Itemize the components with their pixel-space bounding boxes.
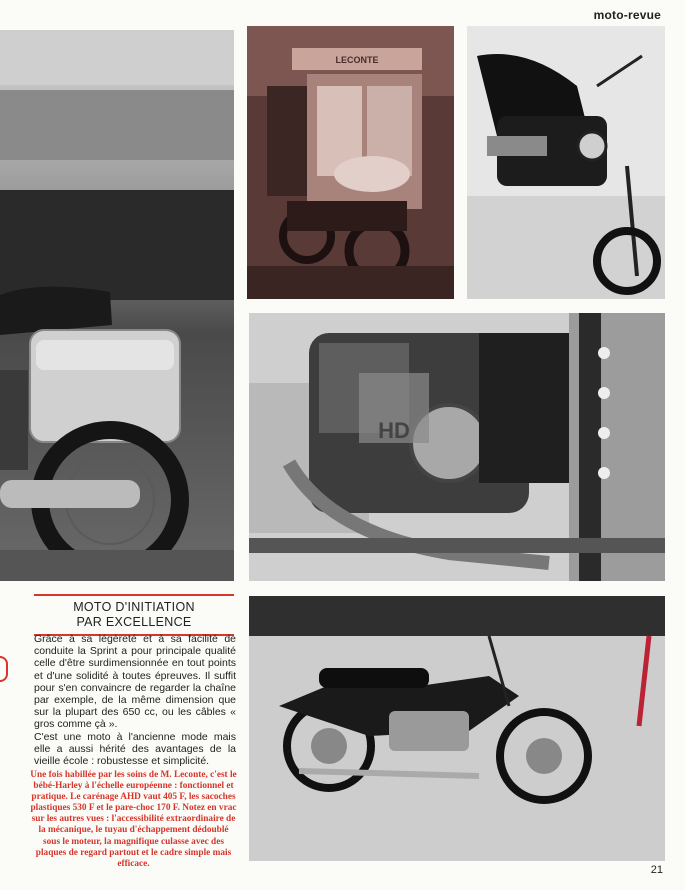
photo-saddlebag-closeup [0,30,234,581]
heading-title [34,596,234,634]
body-paragraph-2: C'est une moto à l'ancienne mode mais elle a aussi hérité des avantages de la vieille école : robustesse et simplicité. [34,730,236,768]
photo-dealer-storefront [247,26,454,299]
engine-hd-stamp: HD [378,418,410,443]
storefront-sign: LECONTE [335,55,379,65]
photo-caption: Une fois habillée par les soins de M. Leconte, c'est le bébé-Harley à l'échelle européenne : fonctionnel et pratique. Le carénage AHD vaut 405 F, les sacoches plastiques 530 F et le pare-choc 170 F. Notez en vrac sur les autres vues : l'accessibilité extraordinaire de la mécanique, le tuyau d'échappement dédoublé sous le moteur, la magnifique culasse avec des plaques de regard partout et le cadre simple mais efficace. [30,770,237,869]
margin-mark [0,656,8,682]
magazine-masthead: moto-revue [593,8,661,22]
body-paragraph-1: Grâce à sa légèreté et à sa facilité de conduite la Sprint a pour principale qualité celle d'être surdimensionnée en tout points et d'une solidité à toutes épreuves. Il suffit pour s'en convaincre de regarder la chaîne par exemple, de la même dimension que sur la plupart des 650 cc, ou les câbles « gros comme çà ». [34,633,236,731]
photo-motorcycle-side [249,596,665,861]
article-body [34,633,236,767]
photo-motorcycle-front [467,26,665,299]
photo-engine-closeup [249,313,665,581]
heading-line-1: MOTO D'INITIATION [73,600,195,614]
heading-line-2: PAR EXCELLENCE [76,615,192,629]
page-number: 21 [650,864,663,876]
article-heading [34,594,234,636]
